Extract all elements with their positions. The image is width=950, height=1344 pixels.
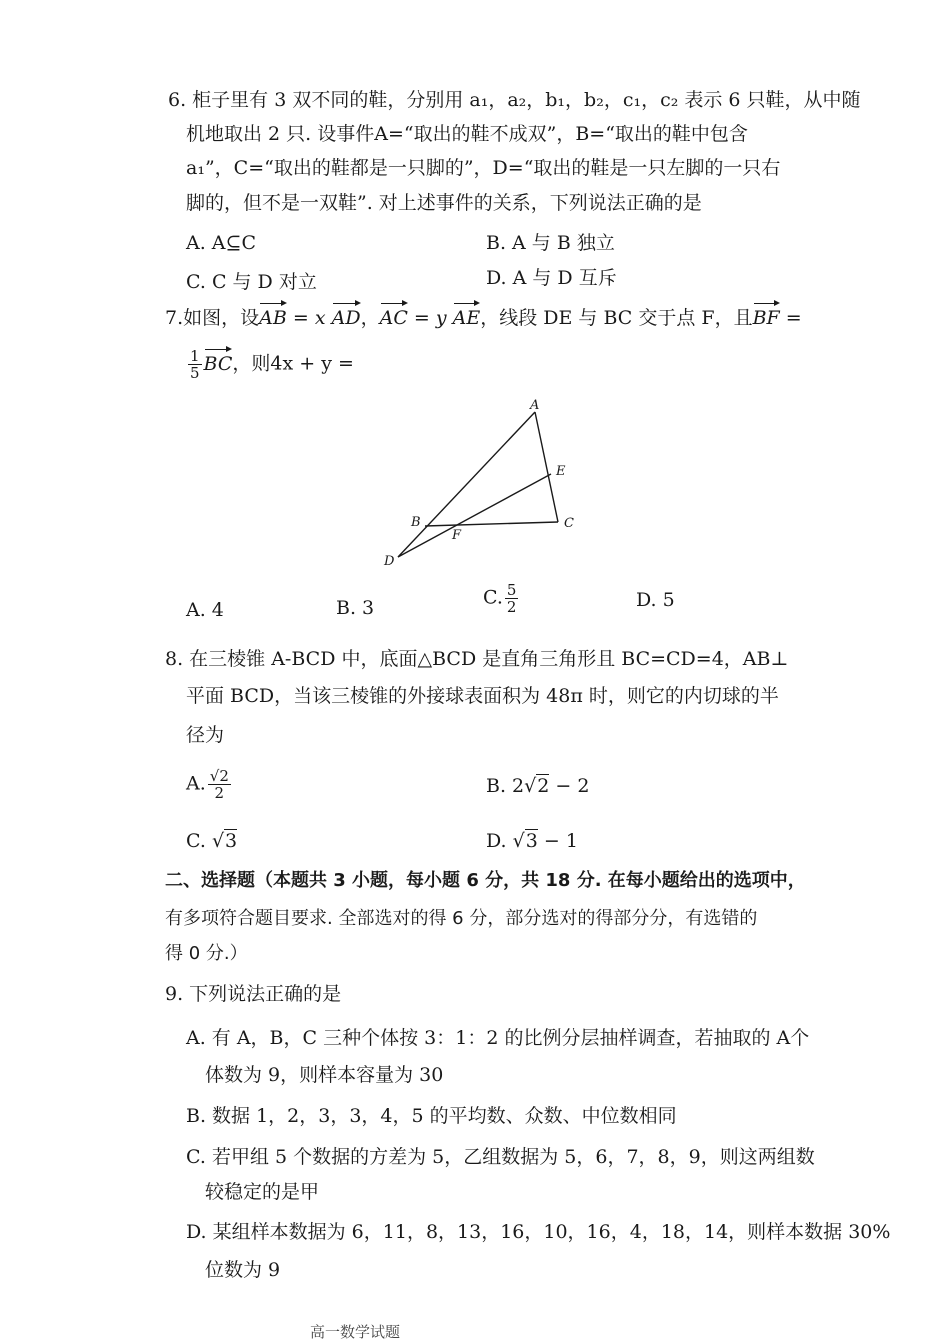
label-e: E	[556, 464, 566, 479]
section-2-line-2: 有多项符合题目要求. 全部选对的得 6 分，部分选对的得部分分，有选错的	[165, 908, 758, 929]
q7-eq-y: = y	[407, 307, 453, 329]
q9-option-c-line-2: 较稳定的是甲	[205, 1181, 320, 1203]
sqrt-sign: √	[524, 775, 537, 797]
section-2-line-1: 二、选择题（本题共 3 小题，每小题 6 分，共 18 分. 在每小题给出的选项中，	[165, 870, 806, 891]
q9-stem: 9. 下列说法正确的是	[165, 983, 342, 1005]
vector-bc: BC	[203, 352, 233, 375]
q8-option-c-radicand: 3	[225, 830, 238, 852]
q7-option-c-prefix: C.	[483, 586, 503, 609]
q8-option-a	[186, 768, 233, 801]
q8-option-c-prefix: C. √	[186, 830, 225, 852]
q7-text-3: ，则4x + y =	[232, 352, 354, 375]
q9-option-b: B. 数据 1，2，3，3，4，5 的平均数、众数、中位数相同	[186, 1105, 677, 1127]
fraction-root2-over-2: $\frac{√2}{2}$	[209, 767, 229, 802]
q9-option-d-line-1: D. 某组样本数据为 6，11，8，13，16，10，16，4，18，14，则样本数据 30%	[186, 1221, 891, 1243]
page-footer: 高一数学试题	[310, 1323, 401, 1341]
vector-ae: AE	[452, 307, 481, 329]
q8-option-d-radicand: 3	[525, 830, 538, 852]
segment-a-c	[535, 412, 558, 522]
q9-option-c-line-1: C. 若甲组 5 个数据的方差为 5，乙组数据为 5，6，7，8，9，则这两组数	[186, 1146, 815, 1168]
vector-bf: BF	[752, 307, 780, 329]
q7-eq-x: = x	[286, 307, 332, 329]
q7-option-d: D. 5	[636, 589, 675, 611]
q8-option-b-prefix: B. 2	[486, 775, 525, 797]
q6-option-c: C. C 与 D 对立	[186, 271, 317, 293]
q7-stem-line-2	[186, 348, 354, 381]
fraction-five-halves: $\frac{5}{2}$	[506, 581, 517, 616]
q8-option-c	[186, 829, 237, 853]
q7-number: 7.	[165, 307, 184, 329]
q6-line-2: 机地取出 2 只. 设事件A=“取出的鞋不成双”，B=“取出的鞋中包含	[186, 123, 748, 145]
q7-stem-line-1	[165, 306, 802, 330]
label-a: A	[530, 398, 540, 413]
q7-text-2: ，线段 DE 与 BC 交于点 F，且	[480, 307, 753, 329]
label-c: C	[564, 516, 574, 531]
label-b: B	[411, 515, 421, 530]
q7-option-c	[483, 582, 520, 615]
fraction-one-fifth: $\frac{1}{5}$	[190, 347, 200, 382]
q9-option-a-line-2: 体数为 9，则样本容量为 30	[205, 1064, 444, 1086]
q8-option-b-radicand: 2	[537, 775, 550, 797]
q9-option-d-line-2: 位数为 9	[205, 1259, 281, 1281]
q8-option-b-suffix: − 2	[549, 775, 590, 797]
q6-option-a: A. A⊆C	[186, 232, 256, 254]
q8-option-d	[486, 829, 578, 853]
vector-ad: AD	[331, 307, 361, 329]
q6-line-1: 6. 柜子里有 3 双不同的鞋，分别用 a₁，a₂，b₁，b₂，c₁，c₂ 表示 6 只鞋，从中随	[168, 89, 861, 111]
q6-option-d: D. A 与 D 互斥	[486, 267, 617, 289]
q6-line-3: a₁”，C=“取出的鞋都是一只脚的”，D=“取出的鞋是一只左脚的一只右	[186, 157, 781, 179]
segment-b-c	[425, 522, 558, 526]
q8-option-d-prefix: D. √	[486, 830, 525, 852]
q7-comma: ，	[360, 307, 380, 329]
vector-ac: AC	[379, 307, 408, 329]
q8-line-3: 径为	[186, 724, 225, 746]
segment-a-d	[398, 412, 535, 557]
q7-option-b: B. 3	[336, 597, 375, 619]
segment-d-e	[398, 474, 551, 557]
q6-line-4: 脚的，但不是一双鞋”. 对上述事件的关系，下列说法正确的是	[186, 192, 702, 214]
section-2-line-3: 得 0 分.）	[165, 943, 248, 964]
q8-line-1: 8. 在三棱锥 A-BCD 中，底面△BCD 是直角三角形且 BC=CD=4，AB⊥	[165, 648, 789, 670]
q8-option-d-suffix: − 1	[537, 830, 578, 852]
q9-option-a-line-1: A. 有 A，B，C 三种个体按 3：1：2 的比例分层抽样调查，若抽取的 A个	[186, 1027, 810, 1049]
q7-text-1: 如图，设	[183, 307, 260, 329]
label-d: D	[384, 554, 395, 569]
vector-ab: AB	[259, 307, 287, 329]
q8-option-a-prefix: A.	[186, 772, 206, 795]
label-f: F	[452, 528, 462, 543]
triangle-figure	[380, 395, 590, 575]
q7-option-a: A. 4	[186, 599, 224, 621]
q8-line-2: 平面 BCD，当该三棱锥的外接球表面积为 48π 时，则它的内切球的半	[186, 685, 779, 707]
q7-eq: =	[779, 307, 802, 329]
q6-option-b: B. A 与 B 独立	[486, 232, 615, 254]
q8-option-b	[486, 774, 589, 798]
